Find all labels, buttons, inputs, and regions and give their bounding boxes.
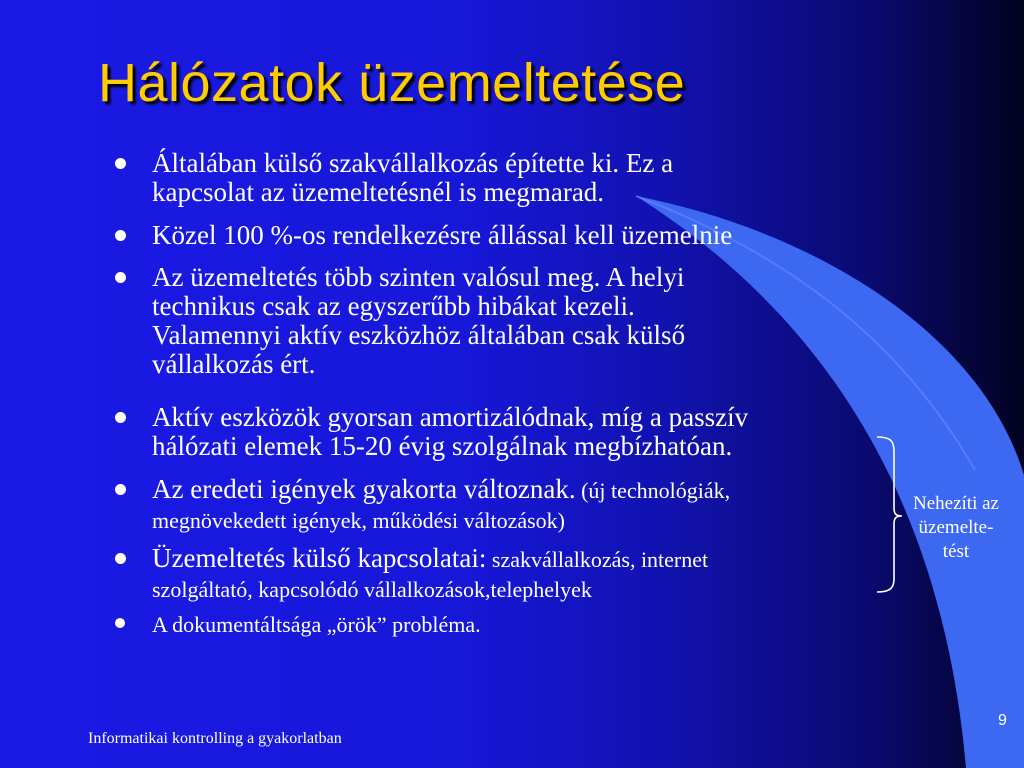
bullet-text-line: Általában külső szakvállalkozás építette ki. Ez a [152,148,674,178]
bullet-text-line: vállalkozás ért. [152,349,316,379]
bullet-item [152,544,708,604]
bullet-text-line: kapcsolat az üzemeltetésnél is megmarad. [152,177,605,207]
bullet-dot-icon [115,484,126,495]
slide-title: Hálózatok üzemeltetése [98,53,686,113]
bullet-item [152,610,481,639]
bullet-dot-icon [115,158,126,169]
bullet-main-text: Üzemeltetés külső kapcsolatai: [152,543,487,573]
bullet-text-line: Az üzemeltetés több szinten valósul meg. A helyi [152,262,685,292]
callout-line: tést [942,541,970,562]
callout-line: Nehezíti az [913,493,999,514]
bullet-item [152,221,732,250]
bullet-text-line: technikus csak az egyszerűbb hibákat kezeli. [152,291,635,321]
bullet-main-text: Az eredeti igények gyakorta változnak. [152,474,576,504]
bullet-detail-text: (új technológiák, [575,478,731,503]
bullet-detail-line: megnövekedett igények, működési változások) [152,508,565,533]
bullet-item [152,403,748,461]
bullet-text-line: hálózati elemek 15-20 évig szolgálnak megbízhatóan. [152,431,733,461]
bullet-dot-icon [115,272,126,283]
page-number: 9 [998,712,1007,729]
slide-footer: Informatikai kontrolling a gyakorlatban [88,730,342,747]
callout-note [893,492,1019,564]
bullet-detail-line: szolgáltató, kapcsolódó vállalkozások,telephelyek [152,577,592,602]
bullet-item [152,263,685,379]
bullet-detail-text: szakvállalkozás, internet [486,547,709,572]
bullet-text-line: Aktív eszközök gyorsan amortizálódnak, míg a passzív [152,402,749,432]
bullet-item [152,475,730,535]
bullet-dot-icon [115,230,126,241]
bullet-dot-icon [115,618,125,628]
bullet-dot-icon [115,553,126,564]
bullet-text-line: Közel 100 %-os rendelkezésre állással kell üzemelnie [152,220,733,250]
bullet-item [152,149,673,207]
bullet-dot-icon [115,412,126,423]
callout-line: üzemelte- [918,517,994,538]
bullet-text-line: Valamennyi aktív eszközhöz általában csak külső [152,320,686,350]
bullet-text-line: A dokumentáltsága „örök” probléma. [152,612,481,637]
